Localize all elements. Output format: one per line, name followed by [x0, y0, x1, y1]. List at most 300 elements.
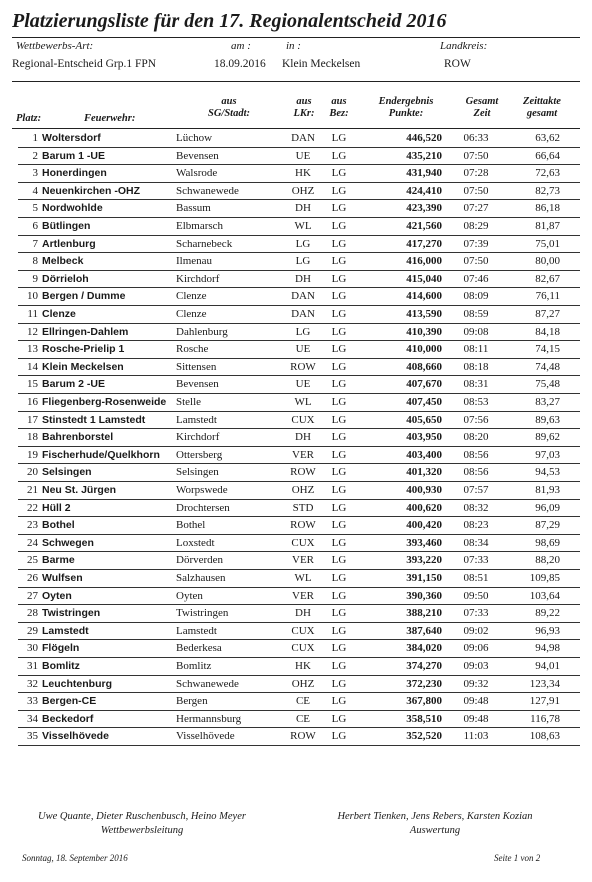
row-region: LG [331, 431, 347, 444]
row-region: LG [331, 308, 347, 320]
table-row [18, 482, 580, 500]
table-row [18, 429, 580, 447]
row-region: LG [331, 290, 347, 303]
row-points: 374,270 [406, 660, 442, 672]
competition-date: 18.09.2016 [214, 58, 266, 70]
row-district: CUX [291, 413, 315, 426]
row-time: 08:59 [463, 308, 489, 320]
table-row [18, 218, 580, 236]
header-takt [510, 96, 574, 120]
row-time: 08:31 [463, 378, 489, 391]
row-city: Selsingen [176, 466, 219, 479]
row-rank: 29 [27, 624, 38, 637]
kreis-label: Landkreis: [440, 40, 488, 52]
row-rank: 11 [27, 308, 38, 320]
row-time-units: 108,63 [529, 730, 560, 743]
signature-right-role: Auswertung [409, 825, 461, 836]
row-time: 09:32 [463, 677, 489, 690]
place-label: in : [286, 40, 301, 52]
table-row [18, 535, 580, 553]
row-points: 400,420 [406, 519, 442, 532]
competition-kreis: ROW [444, 58, 471, 70]
row-points: 435,210 [406, 149, 442, 162]
row-city: Bederkesa [176, 642, 222, 655]
row-time: 08:51 [463, 572, 489, 584]
row-district: VER [292, 554, 314, 567]
header-platz: Platz: [16, 113, 42, 124]
row-region: LG [331, 167, 347, 180]
row-points: 403,950 [406, 431, 442, 444]
header-feuerwehr: Feuerwehr: [84, 113, 136, 124]
row-divider [18, 745, 580, 746]
row-district: VER [292, 448, 314, 461]
row-time-units: 80,00 [535, 255, 560, 268]
row-city: Drochtersen [176, 501, 230, 514]
header-lkr-main: LKr: [293, 108, 315, 119]
row-points: 358,510 [406, 712, 442, 725]
row-time-units: 83,27 [535, 396, 560, 408]
row-city: Clenze [176, 308, 207, 320]
row-region: LG [331, 677, 347, 690]
row-points: 415,040 [406, 272, 442, 285]
row-rank: 26 [27, 572, 38, 584]
row-rank: 15 [27, 378, 38, 391]
row-rank: 32 [27, 677, 38, 690]
row-time: 08:20 [463, 431, 489, 444]
row-city: Lamstedt [176, 624, 217, 637]
header-sg-main: SG/Stadt: [207, 108, 250, 119]
row-points: 423,390 [406, 202, 442, 215]
row-rank: 10 [27, 290, 38, 303]
row-points: 424,410 [406, 184, 442, 197]
row-time: 07:33 [463, 554, 489, 567]
row-time-units: 74,48 [535, 360, 560, 373]
row-time: 08:53 [463, 396, 489, 408]
header-time [458, 96, 506, 120]
row-team: Woltersdorf [42, 132, 101, 144]
row-time-units: 66,64 [535, 149, 560, 162]
row-time: 07:28 [463, 167, 489, 180]
row-points: 407,670 [406, 378, 442, 391]
row-region: LG [331, 607, 347, 620]
row-district: STD [292, 501, 314, 514]
row-team: Bütlingen [42, 220, 91, 232]
row-region: LG [331, 712, 347, 725]
row-district: ROW [290, 730, 316, 743]
row-city: Bevensen [176, 149, 219, 162]
row-time: 07:50 [463, 149, 489, 162]
table-row [18, 130, 580, 148]
row-region: LG [331, 237, 347, 250]
row-time: 09:08 [463, 325, 489, 338]
row-points: 391,150 [406, 572, 442, 584]
row-time-units: 81,93 [535, 484, 560, 496]
row-team: Wulfsen [42, 572, 83, 584]
table-row [18, 183, 580, 201]
row-city: Salzhausen [176, 572, 226, 584]
page-title: Platzierungsliste für den 17. Regionalentscheid 2016 [12, 10, 447, 32]
row-region: LG [331, 396, 347, 408]
row-region: LG [331, 660, 347, 672]
table-row [18, 394, 580, 412]
row-time: 09:50 [463, 589, 489, 602]
row-team: Melbeck [42, 255, 84, 268]
header-bez-top: aus [331, 96, 347, 107]
row-district: LG [295, 237, 311, 250]
table-row [18, 517, 580, 535]
row-time: 07:56 [463, 413, 489, 426]
row-region: LG [331, 360, 347, 373]
row-team: Bergen-CE [42, 695, 97, 708]
row-city: Kirchdorf [176, 431, 220, 444]
table-row [18, 588, 580, 606]
table-row [18, 711, 580, 729]
row-time-units: 72,63 [535, 167, 560, 180]
header-lkr-top: aus [296, 96, 312, 107]
table-row [18, 623, 580, 641]
row-city: Ilmenau [176, 255, 213, 268]
header-time-top: Gesamt [465, 96, 499, 107]
row-rank: 23 [27, 519, 38, 532]
row-time-units: 82,73 [535, 184, 560, 197]
row-time-units: 94,01 [535, 660, 560, 672]
row-city: Scharnebeck [176, 237, 233, 250]
row-points: 407,450 [406, 396, 442, 408]
row-region: LG [331, 202, 347, 215]
table-row [18, 605, 580, 623]
row-city: Bomlitz [176, 660, 212, 672]
row-time-units: 109,85 [529, 572, 560, 584]
row-city: Schwanewede [176, 677, 239, 690]
table-row [18, 570, 580, 588]
row-district: OHZ [291, 484, 315, 496]
row-time-units: 88,20 [535, 554, 560, 567]
table-row [18, 464, 580, 482]
row-team: Leuchtenburg [42, 677, 112, 690]
row-points: 352,520 [406, 730, 442, 743]
row-region: LG [331, 519, 347, 532]
signature-left [8, 810, 276, 838]
header-points-top: Endergebnis [378, 96, 434, 107]
row-rank: 4 [32, 184, 38, 197]
row-points: 413,590 [406, 308, 442, 320]
row-time-units: 89,63 [535, 413, 560, 426]
header-rule-top [12, 81, 580, 82]
row-district: WL [294, 572, 312, 584]
row-time-units: 63,62 [535, 132, 560, 144]
row-district: ROW [290, 360, 316, 373]
row-rank: 13 [27, 343, 38, 356]
row-region: LG [331, 536, 347, 549]
signature-left-names: Uwe Quante, Dieter Ruschenbusch, Heino Meyer [38, 811, 246, 822]
row-region: LG [331, 448, 347, 461]
row-points: 414,600 [406, 290, 442, 303]
row-time-units: 103,64 [529, 589, 560, 602]
row-region: LG [331, 132, 347, 144]
row-points: 410,000 [406, 343, 442, 356]
row-time: 07:33 [463, 607, 489, 620]
row-rank: 2 [32, 149, 38, 162]
row-rank: 18 [27, 431, 38, 444]
row-time-units: 81,87 [535, 220, 560, 232]
row-time: 11:03 [463, 730, 489, 743]
table-row [18, 376, 580, 394]
row-region: LG [331, 466, 347, 479]
row-city: Hermannsburg [176, 712, 242, 725]
table-row [18, 693, 580, 711]
row-points: 388,210 [406, 607, 442, 620]
row-city: Oyten [176, 589, 203, 602]
row-region: LG [331, 272, 347, 285]
row-time-units: 74,15 [535, 343, 560, 356]
row-city: Lüchow [176, 132, 213, 144]
row-rank: 9 [32, 272, 38, 285]
row-city: Loxstedt [176, 536, 215, 549]
table-row [18, 676, 580, 694]
row-rank: 17 [27, 413, 38, 426]
row-region: LG [331, 589, 347, 602]
header-points-main: Punkte: [388, 108, 424, 119]
row-time-units: 123,34 [529, 677, 560, 690]
row-district: DAN [291, 132, 315, 144]
row-city: Rosche [176, 343, 209, 356]
row-points: 401,320 [406, 466, 442, 479]
row-time-units: 87,27 [535, 308, 560, 320]
row-team: Rosche-Prielip 1 [42, 343, 125, 356]
row-time-units: 76,11 [535, 290, 560, 303]
row-district: OHZ [291, 184, 315, 197]
header-time-main: Zeit [473, 108, 491, 119]
row-time-units: 75,48 [535, 378, 560, 391]
row-city: Worpswede [176, 484, 228, 496]
row-rank: 7 [32, 237, 38, 250]
row-time: 08:29 [463, 220, 489, 232]
row-time-units: 87,29 [535, 519, 560, 532]
row-region: LG [331, 378, 347, 391]
row-city: Dörverden [176, 554, 224, 567]
row-city: Clenze [176, 290, 207, 303]
header-takt-main: gesamt [526, 108, 558, 119]
table-row [18, 288, 580, 306]
row-city: Schwanewede [176, 184, 239, 197]
row-city: Bevensen [176, 378, 219, 391]
row-time-units: 84,18 [535, 325, 560, 338]
row-team: Fischerhude/Quelkhorn [42, 448, 160, 461]
row-time-units: 89,22 [535, 607, 560, 620]
row-points: 367,800 [406, 695, 442, 708]
row-district: DAN [291, 308, 315, 320]
footer-page-number: Seite 1 von 2 [494, 853, 541, 863]
row-district: DH [295, 202, 311, 215]
row-region: LG [331, 255, 347, 268]
row-district: DH [295, 607, 311, 620]
row-time: 08:18 [463, 360, 489, 373]
row-time-units: 127,91 [529, 695, 560, 708]
row-district: VER [292, 589, 314, 602]
row-team: Barum 1 -UE [42, 149, 106, 162]
row-time: 09:06 [463, 642, 489, 655]
row-time: 07:27 [463, 202, 489, 215]
row-district: DAN [291, 290, 315, 303]
footer-date: Sonntag, 18. September 2016 [22, 853, 128, 863]
row-time-units: 75,01 [535, 237, 560, 250]
row-time-units: 96,93 [535, 624, 560, 637]
signature-right [300, 810, 570, 838]
row-time: 08:23 [463, 519, 489, 532]
row-rank: 12 [27, 325, 38, 338]
table-row [18, 447, 580, 465]
table-row [18, 253, 580, 271]
row-team: Clenze [42, 308, 76, 320]
row-district: UE [295, 378, 311, 391]
row-district: UE [295, 343, 311, 356]
competition-place: Klein Meckelsen [282, 58, 361, 70]
row-points: 417,270 [406, 237, 442, 250]
row-city: Bergen [176, 695, 208, 708]
table-row [18, 359, 580, 377]
row-city: Sittensen [176, 360, 217, 373]
row-city: Ottersberg [176, 448, 223, 461]
row-team: Fliegenberg-Rosenweide [42, 396, 167, 408]
row-district: WL [294, 396, 312, 408]
row-region: LG [331, 501, 347, 514]
row-team: Barme [42, 554, 75, 567]
row-points: 431,940 [406, 167, 442, 180]
row-team: Twistringen [42, 607, 101, 620]
row-time: 08:09 [463, 290, 489, 303]
row-region: LG [331, 554, 347, 567]
row-rank: 5 [32, 202, 38, 215]
row-district: ROW [290, 466, 316, 479]
signature-left-role: Wettbewerbsleitung [100, 825, 184, 836]
row-time-units: 97,03 [535, 448, 560, 461]
row-district: LG [295, 325, 311, 338]
row-rank: 8 [32, 255, 38, 268]
row-region: LG [331, 325, 347, 338]
row-city: Visselhövede [176, 730, 235, 743]
row-team: Ellringen-Dahlem [42, 325, 129, 338]
row-team: Schwegen [42, 536, 94, 549]
row-points: 393,460 [406, 536, 442, 549]
row-district: OHZ [291, 677, 315, 690]
row-city: Bothel [176, 519, 206, 532]
row-region: LG [331, 730, 347, 743]
row-district: ROW [290, 519, 316, 532]
row-points: 410,390 [406, 325, 442, 338]
row-region: LG [331, 572, 347, 584]
signature-right-names: Herbert Tienken, Jens Rebers, Karsten Kozian [337, 811, 533, 822]
header-bez-main: Bez: [329, 108, 349, 119]
row-district: CUX [291, 642, 315, 655]
row-time: 06:33 [463, 132, 489, 144]
row-time-units: 82,67 [535, 272, 560, 285]
row-time: 09:48 [463, 695, 489, 708]
row-rank: 22 [27, 501, 38, 514]
row-team: Hüll 2 [42, 501, 71, 514]
row-team: Lamstedt [42, 624, 89, 637]
row-rank: 3 [32, 167, 38, 180]
row-team: Selsingen [42, 466, 92, 479]
row-region: LG [331, 220, 347, 232]
table-row [18, 658, 580, 676]
row-time-units: 96,09 [535, 501, 560, 514]
row-rank: 16 [27, 396, 38, 408]
table-row [18, 324, 580, 342]
row-district: CUX [291, 536, 315, 549]
row-team: Bothel [42, 519, 75, 532]
row-points: 421,560 [406, 220, 442, 232]
row-team: Beckedorf [42, 712, 94, 725]
table-row [18, 412, 580, 430]
row-district: LG [295, 255, 311, 268]
row-city: Elbmarsch [176, 220, 224, 232]
row-points: 416,000 [406, 255, 442, 268]
table-row [18, 165, 580, 183]
row-time-units: 86,18 [535, 202, 560, 215]
header-rule-bottom [12, 128, 580, 129]
row-time: 07:46 [463, 272, 489, 285]
row-district: WL [294, 220, 312, 232]
row-rank: 33 [27, 695, 38, 708]
row-team: Neu St. Jürgen [42, 484, 117, 496]
table-row [18, 640, 580, 658]
row-team: Bomlitz [42, 660, 80, 672]
row-team: Artlenburg [42, 237, 96, 250]
row-city: Lamstedt [176, 413, 217, 426]
row-time: 07:39 [463, 237, 489, 250]
table-row [18, 728, 580, 746]
row-points: 405,650 [406, 413, 442, 426]
row-points: 384,020 [406, 642, 442, 655]
row-region: LG [331, 343, 347, 356]
row-time-units: 89,62 [535, 431, 560, 444]
row-rank: 34 [27, 712, 38, 725]
row-team: Oyten [42, 589, 72, 602]
row-team: Honerdingen [42, 167, 107, 180]
row-city: Dahlenburg [176, 325, 228, 338]
row-points: 400,620 [406, 501, 442, 514]
row-team: Bergen / Dumme [42, 290, 126, 303]
table-row [18, 500, 580, 518]
row-rank: 27 [27, 589, 38, 602]
row-time: 08:34 [463, 536, 489, 549]
row-team: Dörrieloh [42, 272, 89, 285]
row-time: 08:32 [463, 501, 489, 514]
row-district: CE [295, 695, 311, 708]
row-region: LG [331, 624, 347, 637]
row-district: HK [295, 660, 311, 672]
art-label: Wettbewerbs-Art: [16, 40, 94, 52]
row-points: 403,400 [406, 448, 442, 461]
row-city: Stelle [176, 396, 202, 408]
row-district: CE [295, 712, 311, 725]
row-rank: 20 [27, 466, 38, 479]
date-label: am : [231, 40, 251, 52]
row-time-units: 98,69 [535, 536, 560, 549]
row-time: 08:56 [463, 448, 489, 461]
title-rule [12, 37, 580, 38]
row-time-units: 94,53 [535, 466, 560, 479]
table-row [18, 552, 580, 570]
row-region: LG [331, 184, 347, 197]
row-points: 372,230 [406, 677, 442, 690]
row-time-units: 94,98 [535, 642, 560, 655]
row-team: Barum 2 -UE [42, 378, 106, 391]
row-team: Nordwohlde [42, 202, 103, 215]
header-sg-top: aus [221, 96, 237, 107]
table-row [18, 200, 580, 218]
table-row [18, 306, 580, 324]
